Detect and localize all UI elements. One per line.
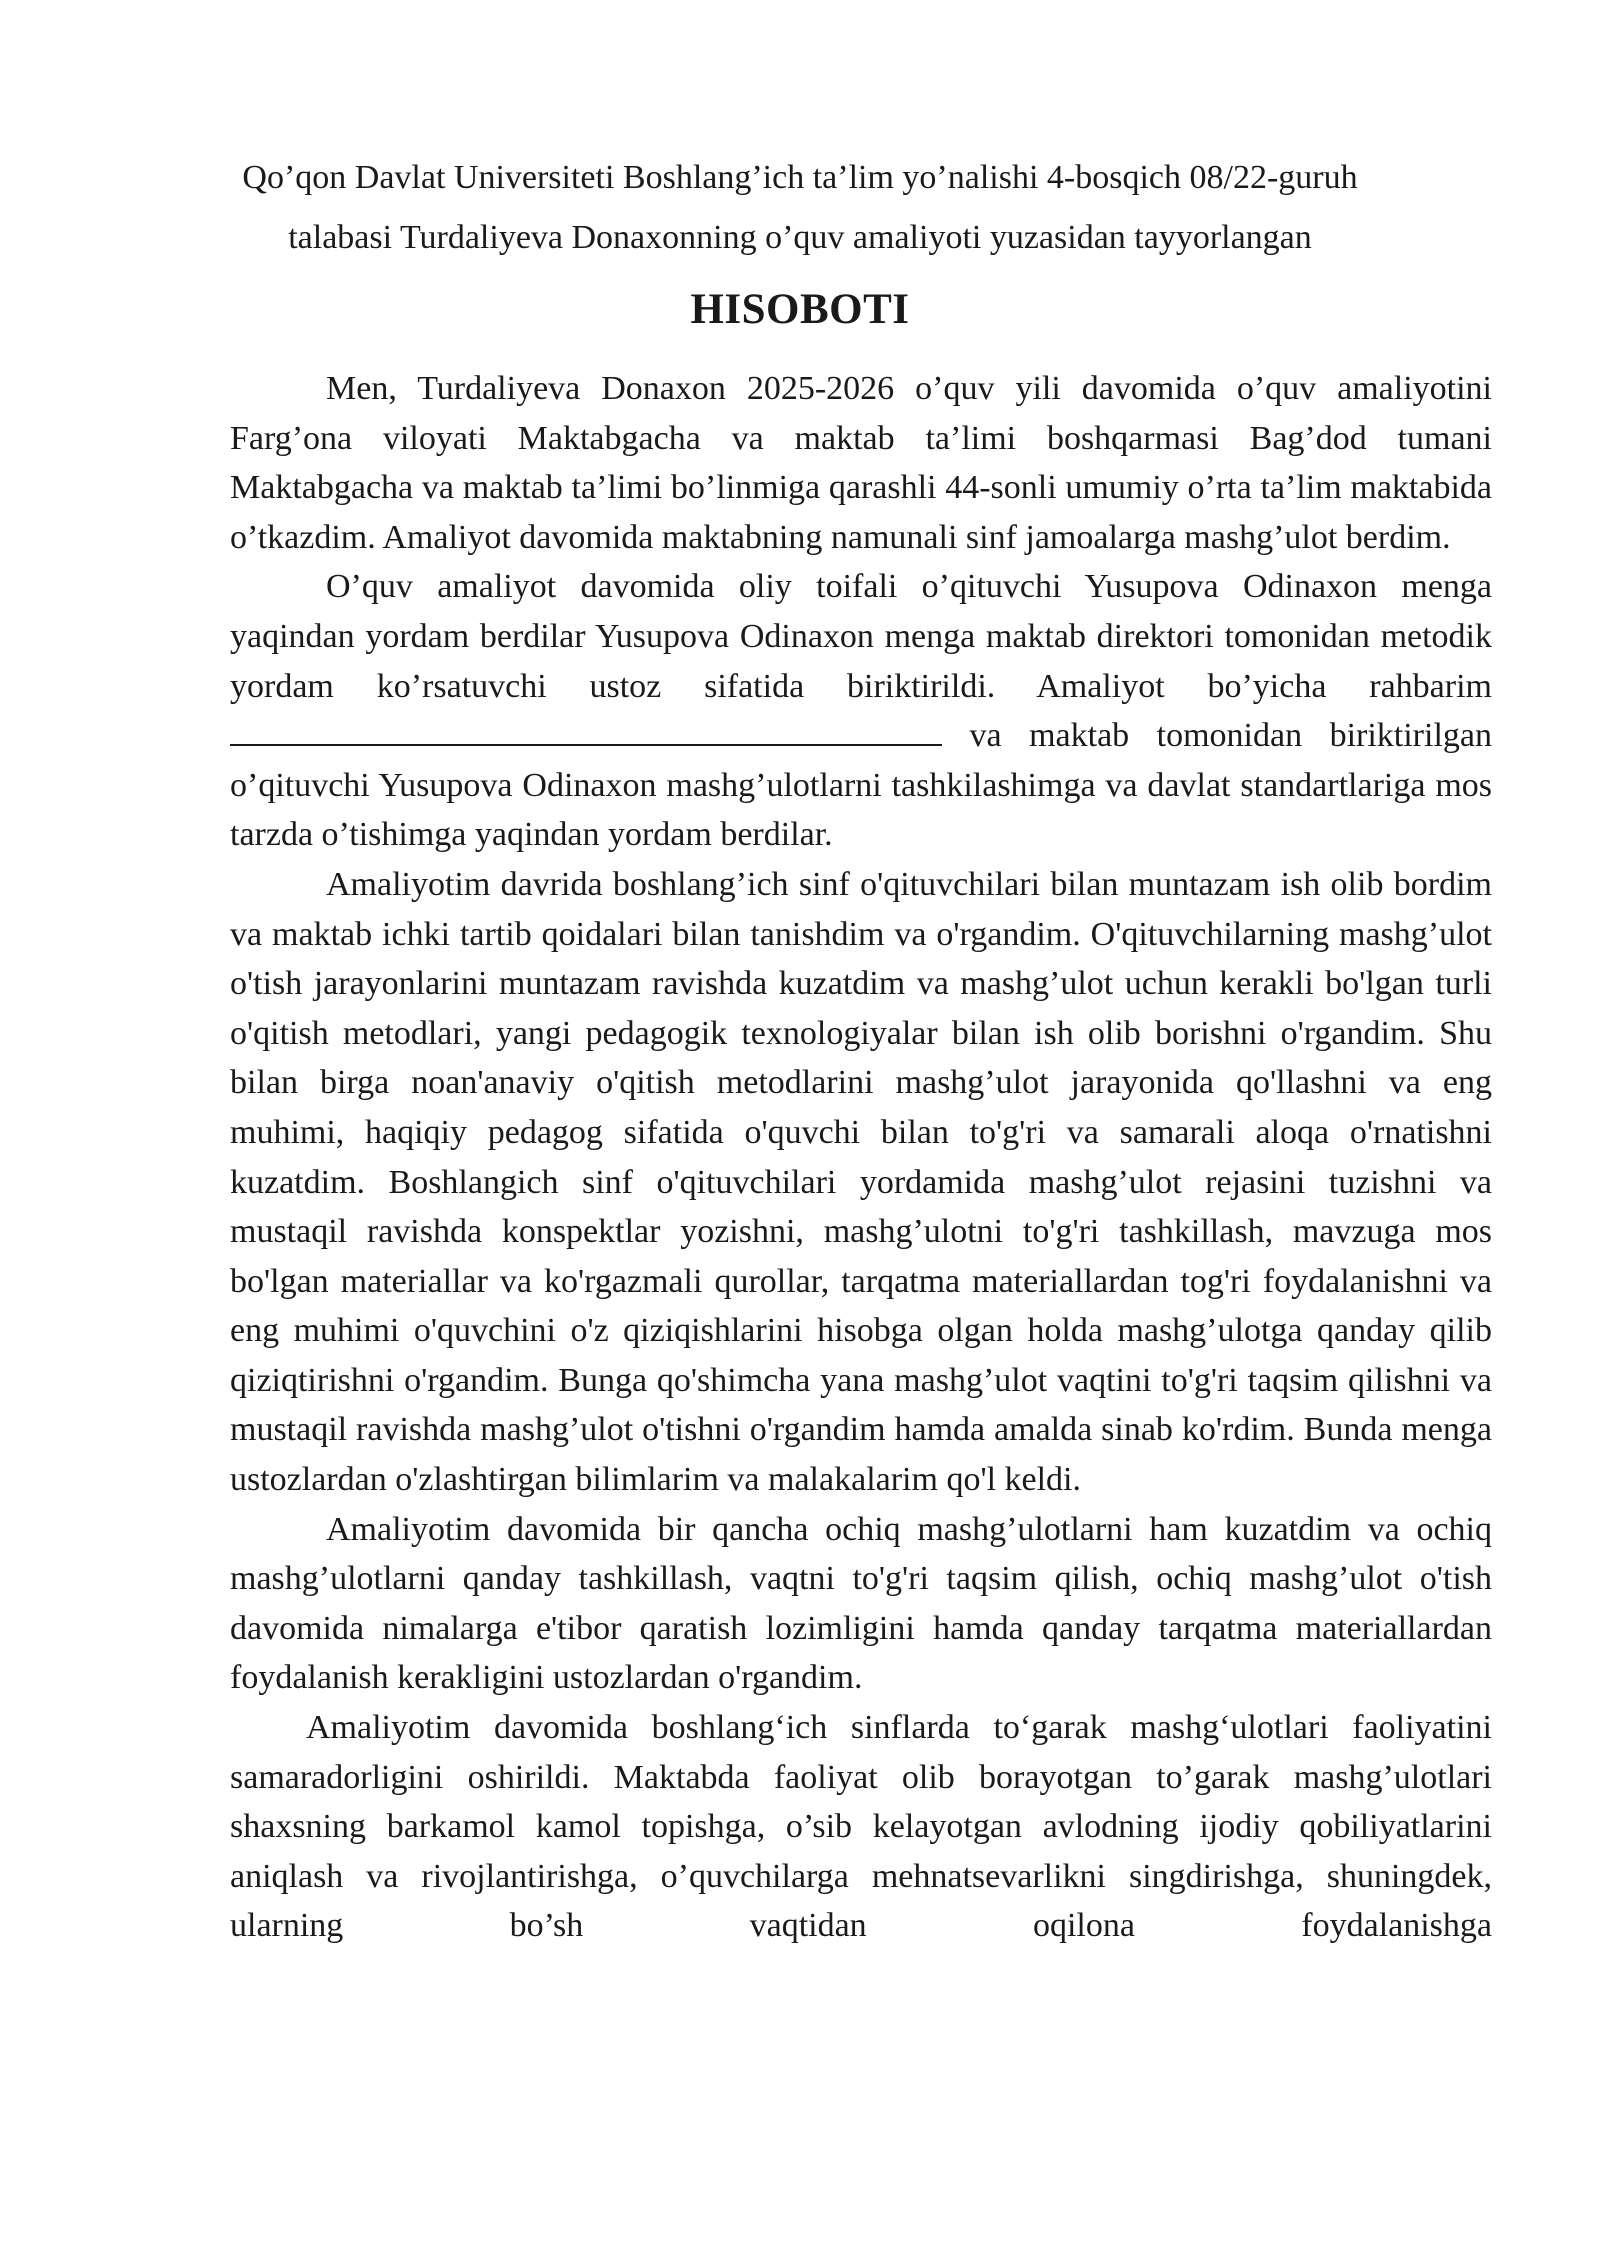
supervisor-name-blank-line [230,714,942,746]
paragraph-4: Amaliyotim davomida bir qancha ochiq mashg’ulotlarni ham kuzatdim va ochiq mashg’ulotlarni qanday tashkillash, vaqtni to'g'ri taqsim qilish, ochiq mashg’ulot o'tish davomida nimalarga e'tibor qaratish lozimligini hamda qanday tarqatma materiallardan foydalanish kerakligini ustozlardan o'rgandim. [230,1510,1492,1697]
document-header [200,148,1400,268]
paragraph-3: Amaliyotim davrida boshlang’ich sinf o'qituvchilari bilan muntazam ish olib bordim va maktab ichki tartib qoidalari bilan tanishdim va o'rgandim. O'qituvchilarning mashg’ulot o'tish jarayonlarini muntazam ravishda kuzatdim va mashg’ulot uchun kerakli bo'lgan turli o'qitish metodlari, yangi pedagogik texnologiyalar bilan ish olib borishni o'rgandim. Shu bilan birga noan'anaviy o'qitish metodlarini mashg’ulot jarayonida qo'llashni va eng muhimi, haqiqiy pedagog sifatida o'quvchi bilan to'g'ri va samarali aloqa o'rnatishni kuzatdim. Boshlangich sinf o'qituvchilari yordamida mashg’ulot rejasini tuzishni va mustaqil ravishda konspektlar yozishni, mashg’ulotni to'g'ri tashkillash, mavzuga mos bo'lgan materiallar va ko'rgazmali qurollar, tarqatma materiallardan tog'ri foydalanishni va eng muhimi o'quvchini o'z qiziqishlarini hisobga olgan holda mashg’ulotga qanday qilib qiziqtirishni o'rgandim. Bunga qo'shimcha yana mashg’ulot vaqtini to'g'ri taqsim qilishni va mustaqil ravishda mashg’ulot o'tishni o'rgandim hamda amalda sinab ko'rdim. Bunda menga ustozlardan o'zlashtirgan bilimlarim va malakalarim qo'l keldi. [230,865,1492,1499]
paragraph-5: Amaliyotim davomida boshlang‘ich sinflarda to‘garak mashg‘ulotlari faoliyatini samaradorligini oshirildi. Maktabda faoliyat olib borayotgan to’garak mashg’ulotlari shaxsning barkamol kamol topishga, o’sib kelayotgan avlodning ijodiy qobiliyatlarini aniqlash va rivojlantirishga, o’quvchilarga mehnatsevarlikni singdirishga, shuningdek, ularning bo’sh vaqtidan oqilona foydalanishga [230,1709,1492,1945]
paragraph-1: Men, Turdaliyeva Donaxon 2025-2026 o’quv yili davomida o’quv amaliyotini Farg’ona viloyati Maktabgacha va maktab ta’limi boshqarmasi Bag’dod tumani Maktabgacha va maktab ta’limi bo’linmiga qarashli 44-sonli umumiy o’rta ta’lim maktabida o’tkazdim. Amaliyot davomida maktabning namunali sinf jamoalarga mashg’ulot berdim. [230,370,1492,556]
paragraph-2-text-end: va maktab tomonidan biriktirilgan o’qituvchi Yusupova Odinaxon mashg’ulotlarni tashkilashimga va davlat standartlariga mos tarzda o’tishimga yaqindan yordam berdilar. [230,717,1492,854]
header-line-1: Qo’qon Davlat Universiteti Boshlang’ich ta’lim yo’nalishi 4-bosqich 08/22-guruh [242,159,1358,196]
document-body [230,364,1492,1951]
header-line-2: talabasi Turdaliyeva Donaxonning o’quv amaliyoti yuzasidan tayyorlangan [288,219,1312,256]
document-title: HISOBOTI [690,286,910,333]
paragraph-2 [230,562,1492,860]
paragraph-2-text-start: O’quv amaliyot davomida oliy toifali o’qituvchi Yusupova Odinaxon menga yaqindan yordam berdilar Yusupova Odinaxon menga maktab direktori tomonidan metodik yordam ko’rsatuvchi ustoz sifatida biriktirildi. Amaliyot bo’yicha rahbarim [230,568,1492,705]
